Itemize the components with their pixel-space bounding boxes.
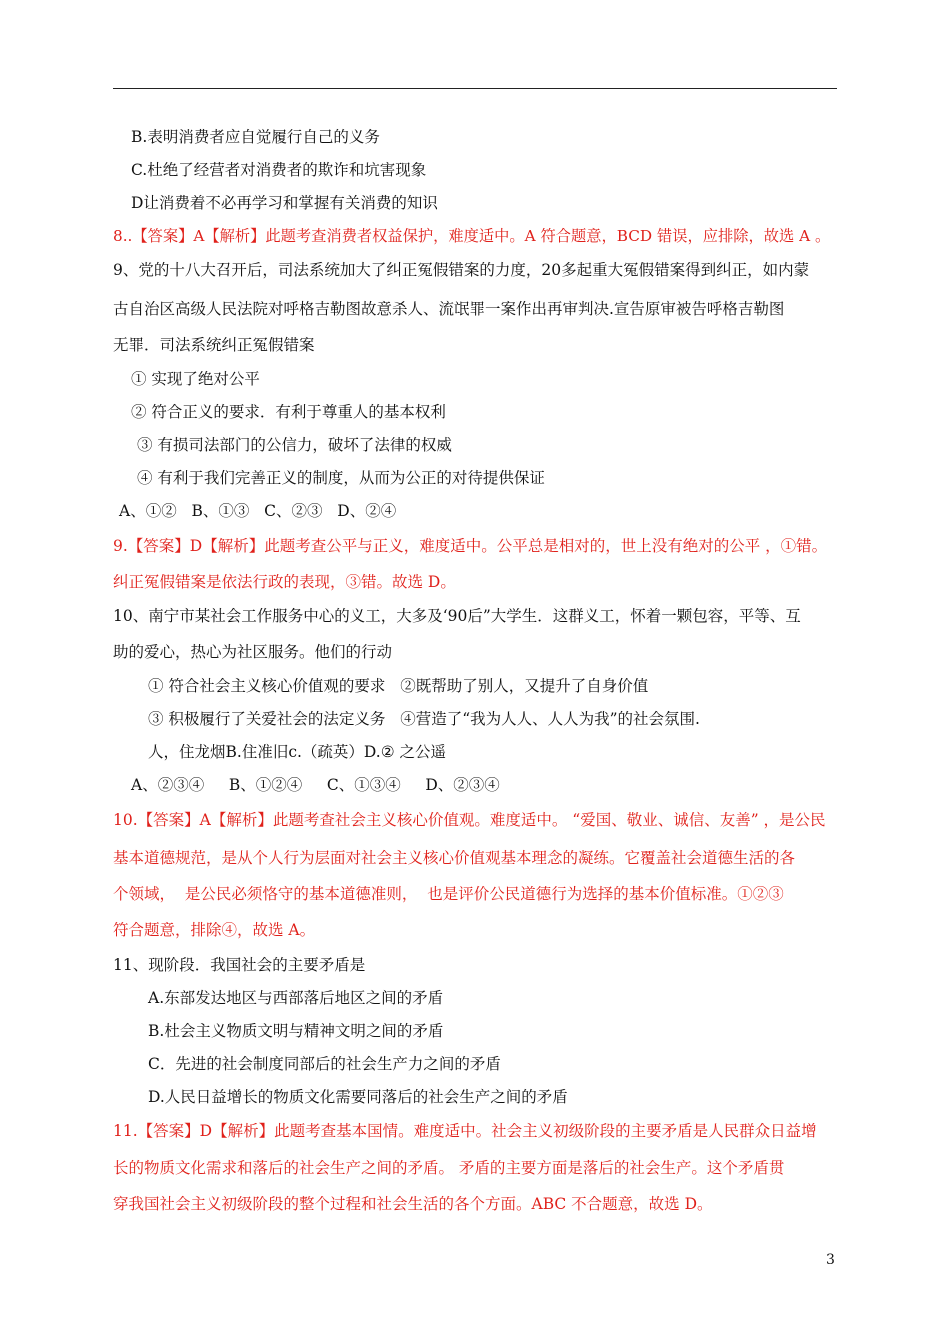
q11-stem: 11、现阶段．我国社会的主要矛盾是 xyxy=(113,956,366,974)
q9-item-3: ③ 有损司法部门的公信力，破坏了法律的权威 xyxy=(137,436,452,454)
q11-option-c: C．先进的社会制度同部后的社会生产力之间的矛盾 xyxy=(148,1055,501,1073)
q10-answer-line-2: 基本道德规范，是从个人行为层面对社会主义核心价值观基本理念的凝练。它覆盖社会道德生活的各 xyxy=(113,849,796,867)
q11-option-d: D.人民日益增长的物质文化需要同落后的社会生产之间的矛盾 xyxy=(148,1088,568,1106)
q9-answer-line-2: 纠正冤假错案是依法行政的表现，③错。故选 D。 xyxy=(113,573,456,591)
q9-stem-line-1: 9、党的十八大召开后，司法系统加大了纠正冤假错案的力度，20多起重大冤假错案得到纠正，如内蒙 xyxy=(113,261,810,279)
q10-items-3-4: ③ 积极履行了关爱社会的法定义务 ④营造了“我为人人、人人为我”的社会氛围. xyxy=(148,710,700,728)
q7-option-c: C.杜绝了经营者对消费者的欺诈和坑害现象 xyxy=(131,161,427,179)
header-rule xyxy=(113,88,837,89)
q10-stem-line-2: 助的爱心，热心为社区服务。他们的行动 xyxy=(113,643,393,661)
q11-answer-line-2: 长的物质文化需求和落后的社会生产之间的矛盾。 矛盾的主要方面是落后的社会生产。这个矛盾贯 xyxy=(113,1159,785,1177)
q9-item-4: ④ 有利于我们完善正义的制度，从而为公正的对待提供保证 xyxy=(137,469,545,487)
q8-answer: 8..【答案】A【解析】此题考查消费者权益保护，难度适中。A 符合题意，BCD 错误，应排除，故选 A 。 xyxy=(113,227,831,245)
q11-answer-line-1: 11.【答案】D【解析】此题考查基本国情。难度适中。社会主义初级阶段的主要矛盾是人民群众日益增 xyxy=(113,1122,817,1140)
q9-item-1: ① 实现了绝对公平 xyxy=(131,370,260,388)
q9-stem-line-3: 无罪．司法系统纠正冤假错案 xyxy=(113,336,315,354)
page-number: 3 xyxy=(826,1252,835,1268)
q10-garbled-line: 人，住龙烟B.住准旧c.（疏英）D.② 之公遥 xyxy=(148,743,447,761)
q9-choices: A、①② B、①③ C、②③ D、②④ xyxy=(119,502,397,520)
q10-stem-line-1: 10、南宁市某社会工作服务中心的义工，大多及‘90后”大学生．这群义工，怀着一颗包容，平等、互 xyxy=(113,607,801,625)
q10-answer-line-3: 个领域， 是公民必须恪守的基本道德准则， 也是评价公民道德行为选择的基本价值标准。①②③ xyxy=(113,885,784,903)
q9-stem-line-2: 古自治区高级人民法院对呼格吉勒图故意杀人、流氓罪一案作出再审判决.宣告原审被告呼格吉勒图 xyxy=(113,300,785,318)
q10-choices: A、②③④ B、①②④ C、①③④ D、②③④ xyxy=(131,776,500,794)
q10-items-1-2: ① 符合社会主义核心价值观的要求 ②既帮助了别人，又提升了自身价值 xyxy=(148,677,649,695)
q10-answer-line-4: 符合题意，排除④，故选 A。 xyxy=(113,921,316,939)
q10-answer-line-1: 10.【答案】A【解析】此题考查社会主义核心价值观。难度适中。 “爱国、敬业、诚信、友善” ，是公民 xyxy=(113,811,826,829)
q11-answer-line-3: 穿我国社会主义初级阶段的整个过程和社会生活的各个方面。ABC 不合题意，故选 D。 xyxy=(113,1195,713,1213)
q7-option-d: D让消费着不必再学习和掌握有关消费的知识 xyxy=(131,194,438,212)
q11-option-a: A.东部发达地区与西部落后地区之间的矛盾 xyxy=(148,989,444,1007)
q7-option-b: B.表明消费者应自觉履行自己的义务 xyxy=(131,128,380,146)
q9-answer-line-1: 9.【答案】D【解析】此题考查公平与正义，难度适中。公平总是相对的，世上没有绝对的公平 ，①错。 xyxy=(113,537,828,555)
q9-item-2: ② 符合正义的要求．有利于尊重人的基本权利 xyxy=(131,403,446,421)
q11-option-b: B.杜会主义物质文明与精神文明之间的矛盾 xyxy=(148,1022,444,1040)
